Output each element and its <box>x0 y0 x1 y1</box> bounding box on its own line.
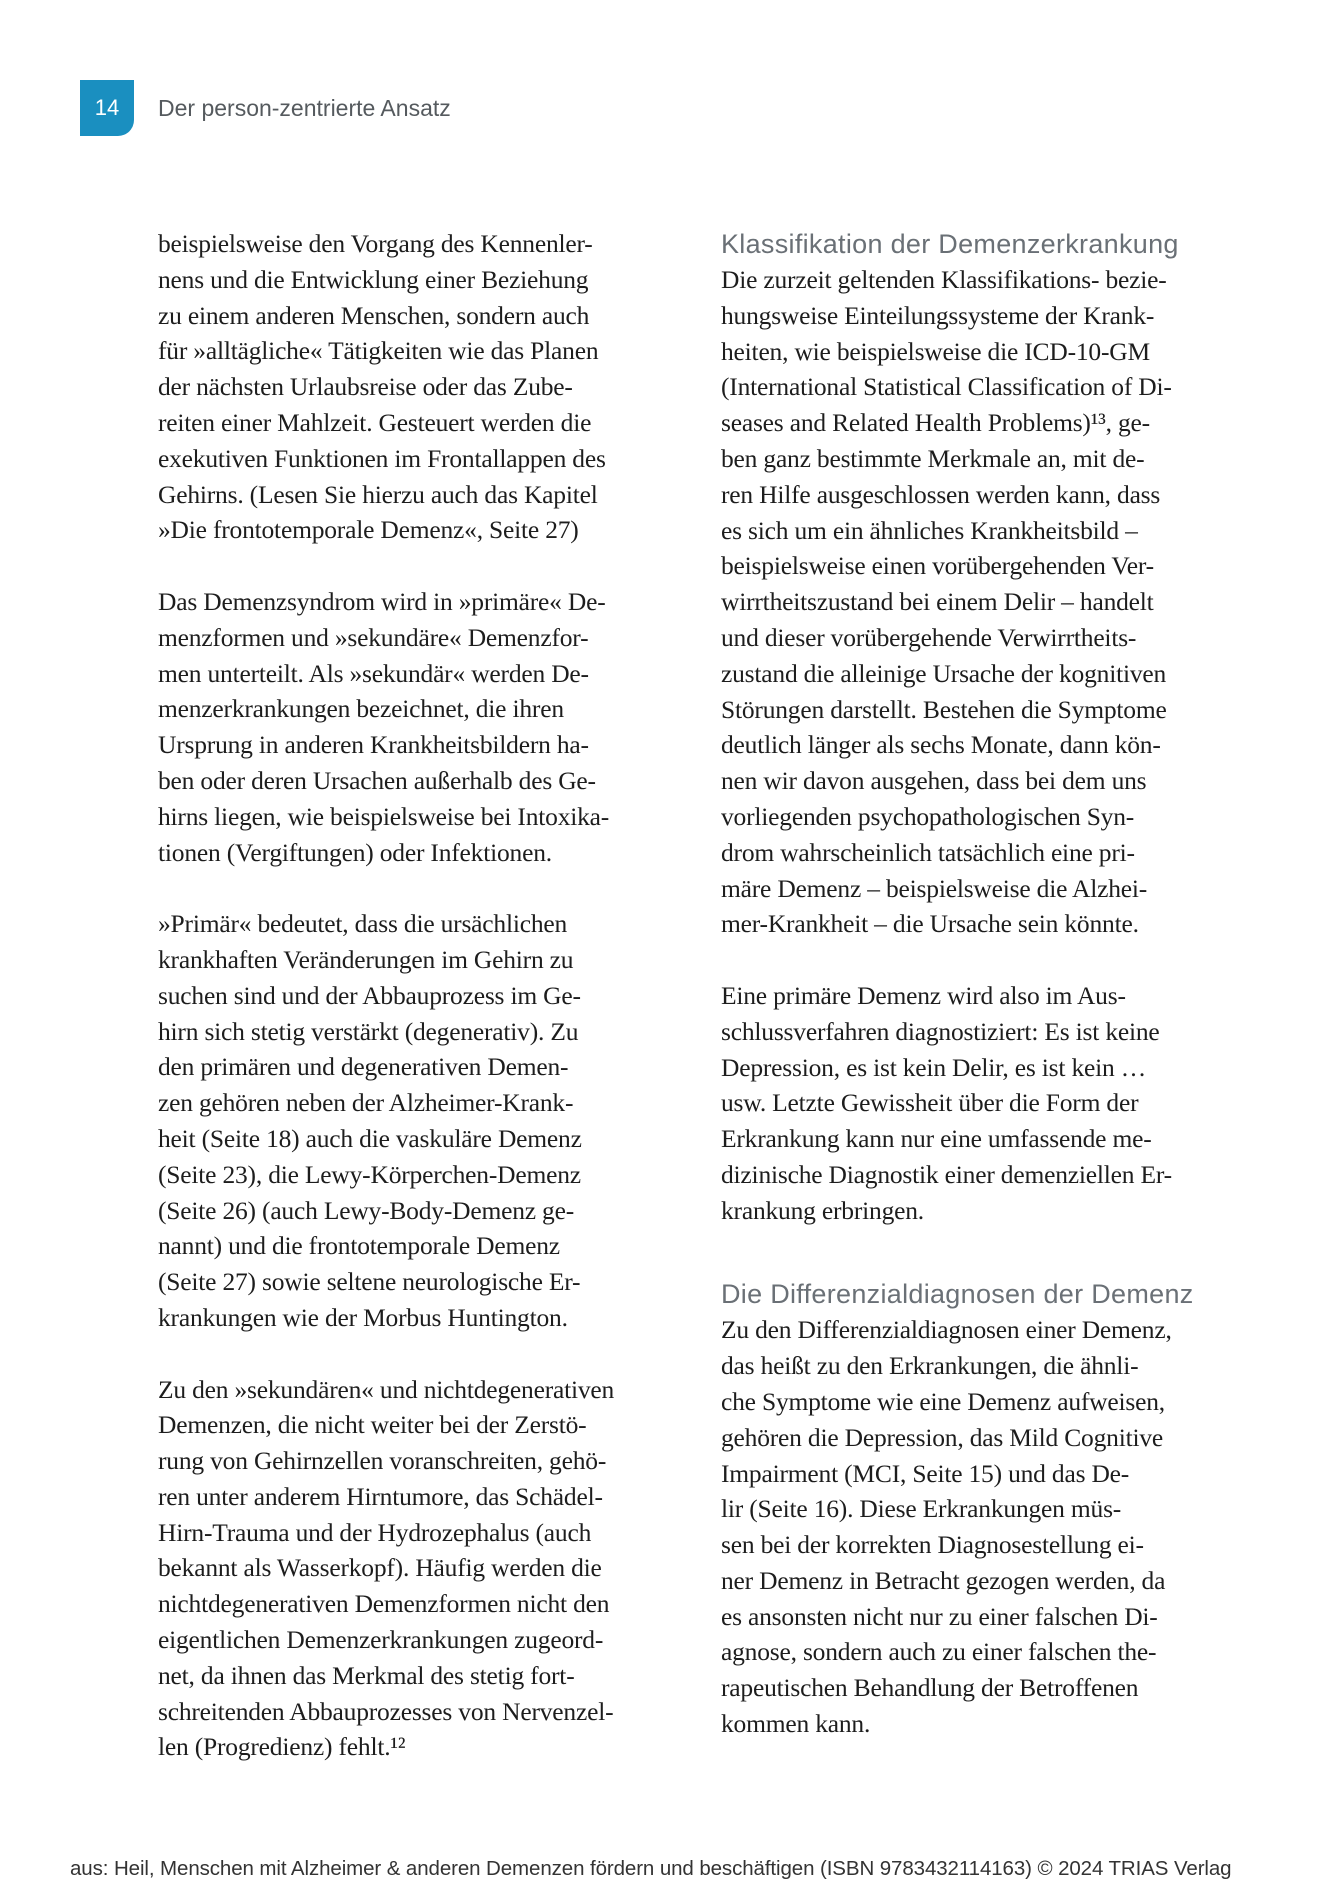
text-line: reiten einer Mahlzeit. Gesteuert werden die <box>158 407 592 437</box>
text-line: Hirn-Trauma und der Hydrozephalus (auch <box>158 1517 592 1547</box>
text-line: es ansonsten nicht nur zu einer falschen Di- <box>721 1601 1158 1631</box>
text-line: hungsweise Einteilungssysteme der Krank- <box>721 300 1155 330</box>
text-line: der nächsten Urlaubsreise oder das Zube- <box>158 372 573 402</box>
text-line: dizinische Diagnostik einer demenziellen Er- <box>721 1159 1172 1189</box>
section-heading: Die Differenzialdiagnosen der Demenz <box>721 1279 1194 1310</box>
text-line: zu einem anderen Menschen, sondern auch <box>158 300 590 330</box>
text-line: wirrtheitszustand bei einem Delir – handelt <box>721 587 1154 617</box>
text-line: drom wahrscheinlich tatsächlich eine pri- <box>721 837 1135 867</box>
text-line: agnose, sondern auch zu einer falschen the- <box>721 1637 1157 1667</box>
text-line: len (Progredienz) fehlt.¹² <box>158 1732 406 1762</box>
text-line: krankung erbringen. <box>721 1195 924 1225</box>
text-line: ren unter anderem Hirntumore, das Schädel- <box>158 1481 603 1511</box>
text-line: Depression, es ist kein Delir, es ist kein … <box>721 1052 1147 1082</box>
text-line: (Seite 27) sowie seltene neurologische Er- <box>158 1267 581 1297</box>
text-line: seases and Related Health Problems)¹³, ge- <box>721 408 1150 438</box>
text-line: nen wir davon ausgehen, dass bei dem uns <box>721 766 1147 796</box>
text-line: beispielsweise den Vorgang des Kennenler- <box>158 229 593 258</box>
text-line: nens und die Entwicklung einer Beziehung <box>158 264 589 294</box>
text-line: hirns liegen, wie beispielsweise bei Intoxika- <box>158 801 610 831</box>
source-footer: aus: Heil, Menschen mit Alzheimer & anderen Demenzen fördern und beschäftigen (ISBN 9783432114163) © 2024 TRIAS Verlag <box>70 1857 1232 1880</box>
text-line: Gehirns. (Lesen Sie hierzu auch das Kapitel <box>158 479 598 509</box>
text-line: kommen kann. <box>721 1709 871 1739</box>
text-line: ben ganz bestimmte Merkmale an, mit de- <box>721 443 1145 473</box>
text-line: Ursprung in anderen Krankheitsbildern ha- <box>158 730 589 760</box>
paragraph <box>158 226 678 548</box>
paragraph <box>721 978 1241 1229</box>
text-line: das heißt zu den Erkrankungen, die ähnli- <box>721 1351 1139 1381</box>
page-header <box>80 80 880 136</box>
right-column <box>721 226 1241 1742</box>
text-line: Demenzen, die nicht weiter bei der Zerstö- <box>158 1410 587 1440</box>
text-line: usw. Letzte Gewissheit über die Form der <box>721 1088 1139 1118</box>
text-line: lir (Seite 16). Diese Erkrankungen müs- <box>721 1494 1122 1524</box>
text-line: Impairment (MCI, Seite 15) und das De- <box>721 1458 1130 1488</box>
text-line: Die zurzeit geltenden Klassifikations- bezie- <box>721 265 1167 294</box>
paragraph <box>158 906 678 1336</box>
text-line: nannt) und die frontotemporale Demenz <box>158 1231 560 1261</box>
text-line: hirn sich stetig verstärkt (degenerativ). Zu <box>158 1016 579 1046</box>
text-line: men unterteilt. Als »sekundär« werden De- <box>158 658 589 688</box>
text-line: den primären und degenerativen Demen- <box>158 1052 569 1082</box>
text-line: nichtdegenerativen Demenzformen nicht den <box>158 1589 610 1619</box>
text-line: heiten, wie beispielsweise die ICD-10-GM <box>721 336 1150 366</box>
text-line: beispielsweise einen vorübergehenden Ver- <box>721 551 1154 581</box>
text-line: Eine primäre Demenz wird also im Aus- <box>721 980 1126 1010</box>
text-line: gehören die Depression, das Mild Cognitive <box>721 1422 1164 1452</box>
left-column <box>158 226 678 1765</box>
text-line: Störungen darstellt. Bestehen die Symptome <box>721 694 1167 724</box>
text-line: es sich um ein ähnliches Krankheitsbild – <box>721 515 1138 545</box>
text-line: märe Demenz – beispielsweise die Alzhei- <box>721 873 1148 903</box>
text-line: sen bei der korrekten Diagnosestellung ei- <box>721 1530 1144 1560</box>
text-line: ben oder deren Ursachen außerhalb des Ge- <box>158 765 596 795</box>
text-line: vorliegenden psychopathologischen Syn- <box>721 801 1135 831</box>
text-line: für »alltägliche« Tätigkeiten wie das Planen <box>158 336 599 366</box>
text-line: Zu den Differenzialdiagnosen einer Demenz, <box>721 1315 1172 1345</box>
text-line: krankungen wie der Morbus Huntington. <box>158 1302 568 1332</box>
text-line: mer-Krankheit – die Ursache sein könnte. <box>721 909 1139 939</box>
running-title: Der person-zentrierte Ansatz <box>158 95 451 121</box>
paragraph <box>158 584 678 870</box>
text-line: schlussverfahren diagnostiziert: Es ist keine <box>721 1016 1160 1046</box>
text-line: »Primär« bedeutet, dass die ursächlichen <box>158 909 568 939</box>
paragraph <box>721 262 1241 942</box>
text-line: schreitenden Abbauprozesses von Nervenzel- <box>158 1696 614 1726</box>
text-line: suchen sind und der Abbauprozess im Ge- <box>158 980 581 1010</box>
text-line: heit (Seite 18) auch die vaskuläre Demenz <box>158 1123 582 1153</box>
text-line: zen gehören neben der Alzheimer-Krank- <box>158 1088 574 1118</box>
page-number-badge: 14 <box>80 80 134 136</box>
text-line: bekannt als Wasserkopf). Häufig werden die <box>158 1553 602 1583</box>
text-line: Erkrankung kann nur eine umfassende me- <box>721 1124 1152 1154</box>
text-line: (Seite 23), die Lewy-Körperchen-Demenz <box>158 1159 581 1189</box>
text-line: zustand die alleinige Ursache der kognitiven <box>721 658 1167 688</box>
text-line: exekutiven Funktionen im Frontallappen des <box>158 443 606 473</box>
text-line: eigentlichen Demenzerkrankungen zugeord- <box>158 1625 604 1655</box>
text-line: tionen (Vergiftungen) oder Infektionen. <box>158 837 552 867</box>
text-line: und dieser vorübergehende Verwirrtheits- <box>721 622 1137 652</box>
text-line: (International Statistical Classification of Di- <box>721 372 1172 402</box>
text-line: rung von Gehirnzellen voranschreiten, gehö- <box>158 1446 607 1476</box>
text-line: ner Demenz in Betracht gezogen werden, da <box>721 1565 1166 1595</box>
text-line: rapeutischen Behandlung der Betroffenen <box>721 1673 1139 1703</box>
paragraph <box>158 1372 678 1766</box>
text-line: Zu den »sekundären« und nichtdegenerativen <box>158 1374 615 1404</box>
text-line: deutlich länger als sechs Monate, dann kön- <box>721 730 1161 760</box>
text-line: ren Hilfe ausgeschlossen werden kann, dass <box>721 479 1161 509</box>
section-heading: Klassifikation der Demenzerkrankung <box>721 229 1179 259</box>
text-line: (Seite 26) (auch Lewy-Body-Demenz ge- <box>158 1195 575 1225</box>
text-line: che Symptome wie eine Demenz aufweisen, <box>721 1386 1165 1416</box>
paragraph <box>721 1312 1241 1742</box>
text-line: menzformen und »sekundäre« Demenzfor- <box>158 622 589 652</box>
text-line: Das Demenzsyndrom wird in »primäre« De- <box>158 586 606 616</box>
text-line: krankhaften Veränderungen im Gehirn zu <box>158 944 574 974</box>
text-line: menzerkrankungen bezeichnet, die ihren <box>158 694 564 724</box>
text-line: net, da ihnen das Merkmal des stetig fort- <box>158 1660 575 1690</box>
text-line: »Die frontotemporale Demenz«, Seite 27) <box>158 515 579 545</box>
